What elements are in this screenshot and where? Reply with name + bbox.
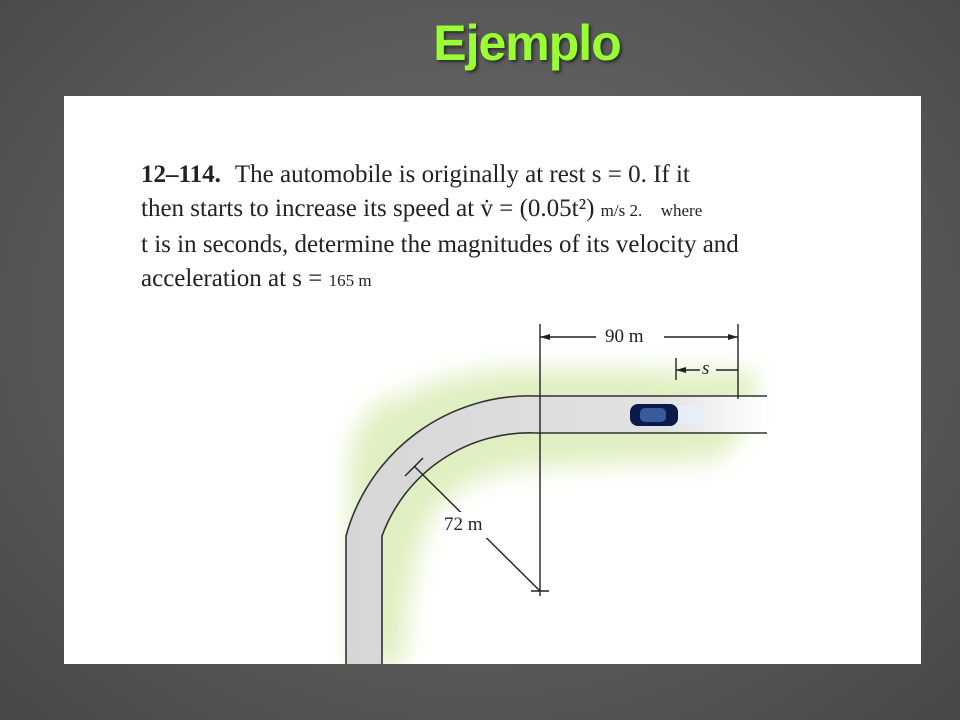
problem-text-line-2: then starts to increase its speed at v̇ = (0.05t²) <box>141 195 595 222</box>
dimension-s-label: s <box>702 358 710 379</box>
problem-line-3 <box>141 228 871 262</box>
acceleration-unit: m/s 2. <box>600 201 643 220</box>
dimension-90m-label: 90 m <box>605 326 644 347</box>
problem-panel <box>64 96 921 664</box>
target-distance: 165 m <box>328 271 372 290</box>
problem-text-line-4: acceleration at s = <box>141 265 323 292</box>
problem-text-line-3: t is in seconds, determine the magnitudes of its velocity and <box>141 231 739 258</box>
car-icon <box>630 404 704 426</box>
problem-line-4 <box>141 262 871 298</box>
problem-line-2 <box>141 192 871 228</box>
problem-number: 12–114. <box>141 161 221 188</box>
problem-line-1 <box>141 158 871 192</box>
problem-statement <box>141 158 871 298</box>
where-word: where <box>660 201 703 220</box>
slide-title: Ejemplo <box>433 15 621 71</box>
problem-text-line-1: The automobile is originally at rest s = 0. If it <box>234 161 690 188</box>
radius-label: 72 m <box>444 514 483 535</box>
